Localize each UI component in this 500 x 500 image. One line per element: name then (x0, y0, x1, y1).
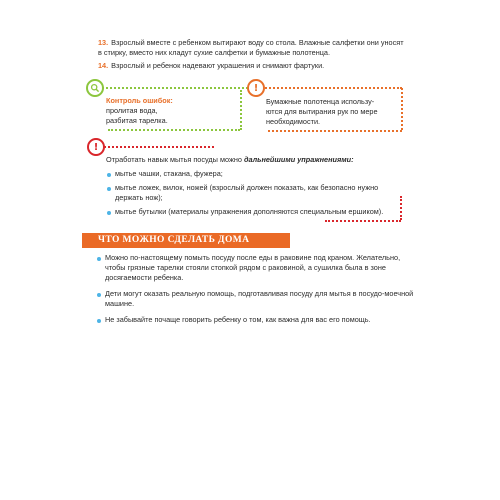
exclamation-icon: ! (87, 138, 105, 156)
dotted-border (240, 90, 242, 130)
note-line: ются для вытирания рук по мере (266, 107, 378, 116)
step-number: 14. (98, 61, 109, 70)
dotted-border (262, 87, 402, 89)
dotted-border (104, 146, 214, 148)
dotted-border (401, 88, 403, 130)
dotted-border (268, 130, 402, 132)
bullet-icon (97, 257, 101, 261)
list-item: мытье бутылки (материалы упражнения дополняются специальным ершиком). (106, 207, 406, 217)
list-item: Можно по-настоящему помыть посуду после еды в раковине под краном. Желательно, чтобы грязные тарелки стояли стопкой рядом с раковиной, а сушилка была в зоне досягаемости ребенка. (96, 253, 416, 283)
step-text: Взрослый вместе с ребенком вытирают воду со стола. Влажные салфетки они уносят в стирку, вместо них кладут сухие салфетки и бумажные полотенца. (98, 38, 404, 57)
error-control-line: разбитая тарелка. (106, 116, 168, 125)
step-number: 13. (98, 38, 109, 47)
error-control-text (106, 96, 173, 126)
step-text: Взрослый и ребенок надевают украшения и снимают фартуки. (111, 61, 325, 70)
list-item: мытье чашки, стакана, фужера; (106, 169, 406, 179)
step-13 (98, 38, 408, 58)
dotted-border (102, 87, 252, 89)
note-text (266, 97, 378, 127)
bullet-icon (107, 211, 111, 215)
list-item: Дети могут оказать реальную помощь, подготавливая посуду для мытья в посудо-моечной машине. (96, 289, 416, 309)
bullet-icon (107, 187, 111, 191)
step-14 (98, 61, 408, 71)
exercise-list (106, 169, 406, 221)
exercises-intro: Отработать навык мытья посуды можно дальнейшими упражнениями: (106, 155, 354, 164)
error-control-title: Контроль ошибок: (106, 96, 173, 105)
note-line: Бумажные полотенца использу- (266, 97, 375, 106)
bullet-icon (107, 173, 111, 177)
bullet-icon (97, 293, 101, 297)
error-control-line: пролитая вода, (106, 106, 158, 115)
magnifier-icon (86, 79, 104, 97)
bullet-icon (97, 319, 101, 323)
home-list (96, 253, 416, 331)
dotted-border (108, 129, 240, 131)
list-item: Не забывайте почаще говорить ребенку о том, как важна для вас его помощь. (96, 315, 416, 325)
section-banner: ЧТО МОЖНО СДЕЛАТЬ ДОМА (82, 233, 290, 248)
list-item: мытье ложек, вилок, ножей (взрослый должен показать, как безопасно нужно держать нож); (106, 183, 406, 203)
emphasis: дальнейшими упражнениями: (243, 155, 354, 164)
exclamation-icon: ! (247, 79, 265, 97)
note-line: необходимости. (266, 117, 321, 126)
